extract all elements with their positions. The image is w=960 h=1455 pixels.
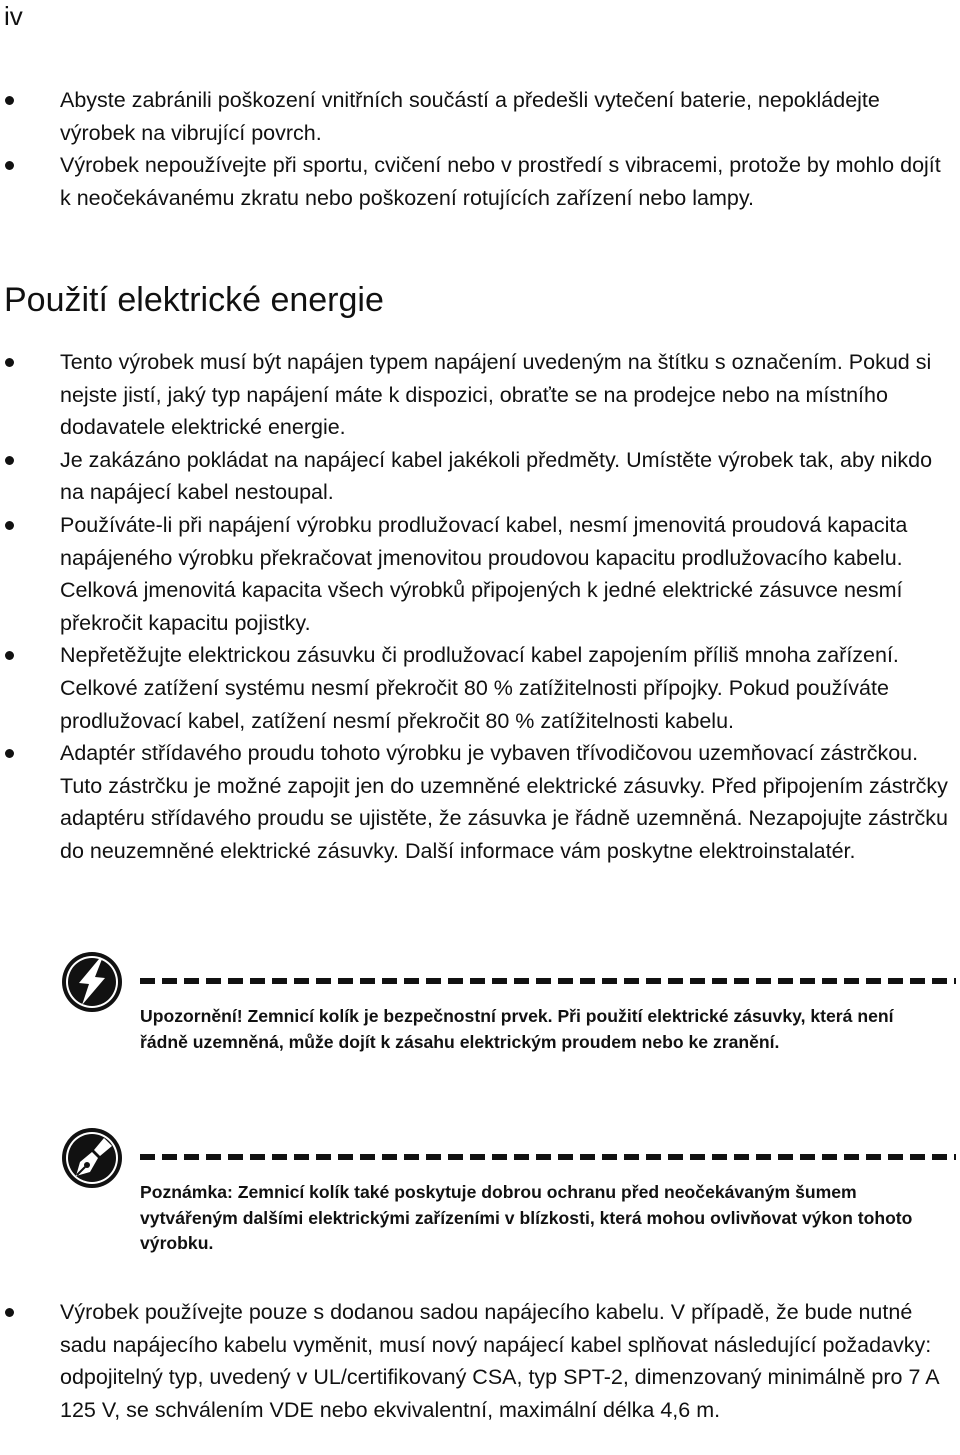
list-item	[0, 1296, 960, 1426]
list-item-text: Adaptér střídavého proudu tohoto výrobku je vybaven třívodičovou uzemňovací zástrčkou. Tuto zástrčku je možné zapojit jen do uzemněné elektrické zásuvky. Před připojením zástrčky adaptéru střídavého proudu se ujistěte, že zásuvka je řádně uzemněná. Nezapojujte zástrčku do neuzemněné elektrické zásuvky. Další informace vám poskytne elektroinstalatér.	[60, 741, 948, 863]
bullet-icon	[5, 96, 14, 105]
note-notice	[0, 1126, 960, 1276]
bullet-icon	[5, 456, 14, 465]
list-item-text: Výrobek používejte pouze s dodanou sadou napájecího kabelu. V případě, že bude nutné sadu napájecího kabelu vyměnit, musí nový napájecí kabel splňovat následující požadavky: odpojitelný typ, uvedený v UL/certifikovaný CSA, typ SPT-2, dimenzovaný minimálně pro 7 A 125 V, se schválením VDE nebo ekvivalentní, maximální délka 4,6 m.	[60, 1300, 939, 1422]
bullet-icon	[5, 358, 14, 367]
list-item	[0, 84, 960, 149]
lightning-bolt-icon	[60, 950, 124, 1014]
bullet-icon	[5, 749, 14, 758]
section-heading: Použití elektrické energie	[4, 281, 384, 319]
list-item	[0, 346, 960, 444]
list-item	[0, 509, 960, 639]
warning-notice	[0, 950, 960, 1100]
bullet-icon	[5, 161, 14, 170]
list-item-text: Abyste zabránili poškození vnitřních součástí a předešli vytečení baterie, nepokládejte výrobek na vibrující povrch.	[60, 88, 880, 145]
list-item-text: Nepřetěžujte elektrickou zásuvku či prodlužovací kabel zapojením příliš mnoha zařízení. Celkové zatížení systému nesmí překročit 80 % zatížitelnosti přípojky. Pokud používáte prodlužovací kabel, zatížení nesmí překročit 80 % zatížitelnosti kabelu.	[60, 643, 899, 733]
list-item-text: Tento výrobek musí být napájen typem napájení uvedeným na štítku s označením. Pokud si nejste jistí, jaký typ napájení máte k dispozici, obraťte se na prodejce nebo na místního dodavatele elektrické energie.	[60, 350, 932, 440]
bullet-icon	[5, 651, 14, 660]
bullet-icon	[5, 1308, 14, 1317]
list-item	[0, 444, 960, 509]
power-bullet-list	[0, 346, 960, 868]
bullet-icon	[5, 521, 14, 530]
final-bullet-list	[0, 1296, 960, 1426]
list-item	[0, 737, 960, 867]
pen-nib-icon	[60, 1126, 124, 1190]
list-item	[0, 149, 960, 214]
dashed-divider	[140, 978, 956, 984]
list-item	[0, 639, 960, 737]
intro-bullet-list	[0, 84, 960, 214]
list-item-text: Používáte-li při napájení výrobku prodlužovací kabel, nesmí jmenovitá proudová kapacita napájeného výrobku překračovat jmenovitou proudovou kapacitu prodlužovacího kabelu. Celková jmenovitá kapacita všech výrobků připojených k jedné elektrické zásuvce nesmí překročit kapacitu pojistky.	[60, 512, 908, 635]
note-text: Poznámka: Zemnicí kolík také poskytuje dobrou ochranu před neočekávaným šumem vytvářeným dalšími elektrickými zařízeními v blízkosti, která mohou ovlivňovat výkon tohoto výrobku.	[140, 1182, 913, 1253]
list-item-text: Výrobek nepoužívejte při sportu, cvičení nebo v prostředí s vibracemi, protože by mohlo dojít k neočekávanému zkratu nebo poškození rotujících zařízení nebo lampy.	[60, 153, 941, 210]
page-number: iv	[4, 1, 23, 31]
list-item-text: Je zakázáno pokládat na napájecí kabel jakékoli předměty. Umístěte výrobek tak, aby nikdo na napájecí kabel nestoupal.	[60, 447, 933, 505]
dashed-divider	[140, 1154, 956, 1160]
warning-text: Upozornění! Zemnicí kolík je bezpečnostní prvek. Při použití elektrické zásuvky, která není řádně uzemněná, může dojít k zásahu elektrickým proudem nebo ke zranění.	[140, 1006, 894, 1052]
